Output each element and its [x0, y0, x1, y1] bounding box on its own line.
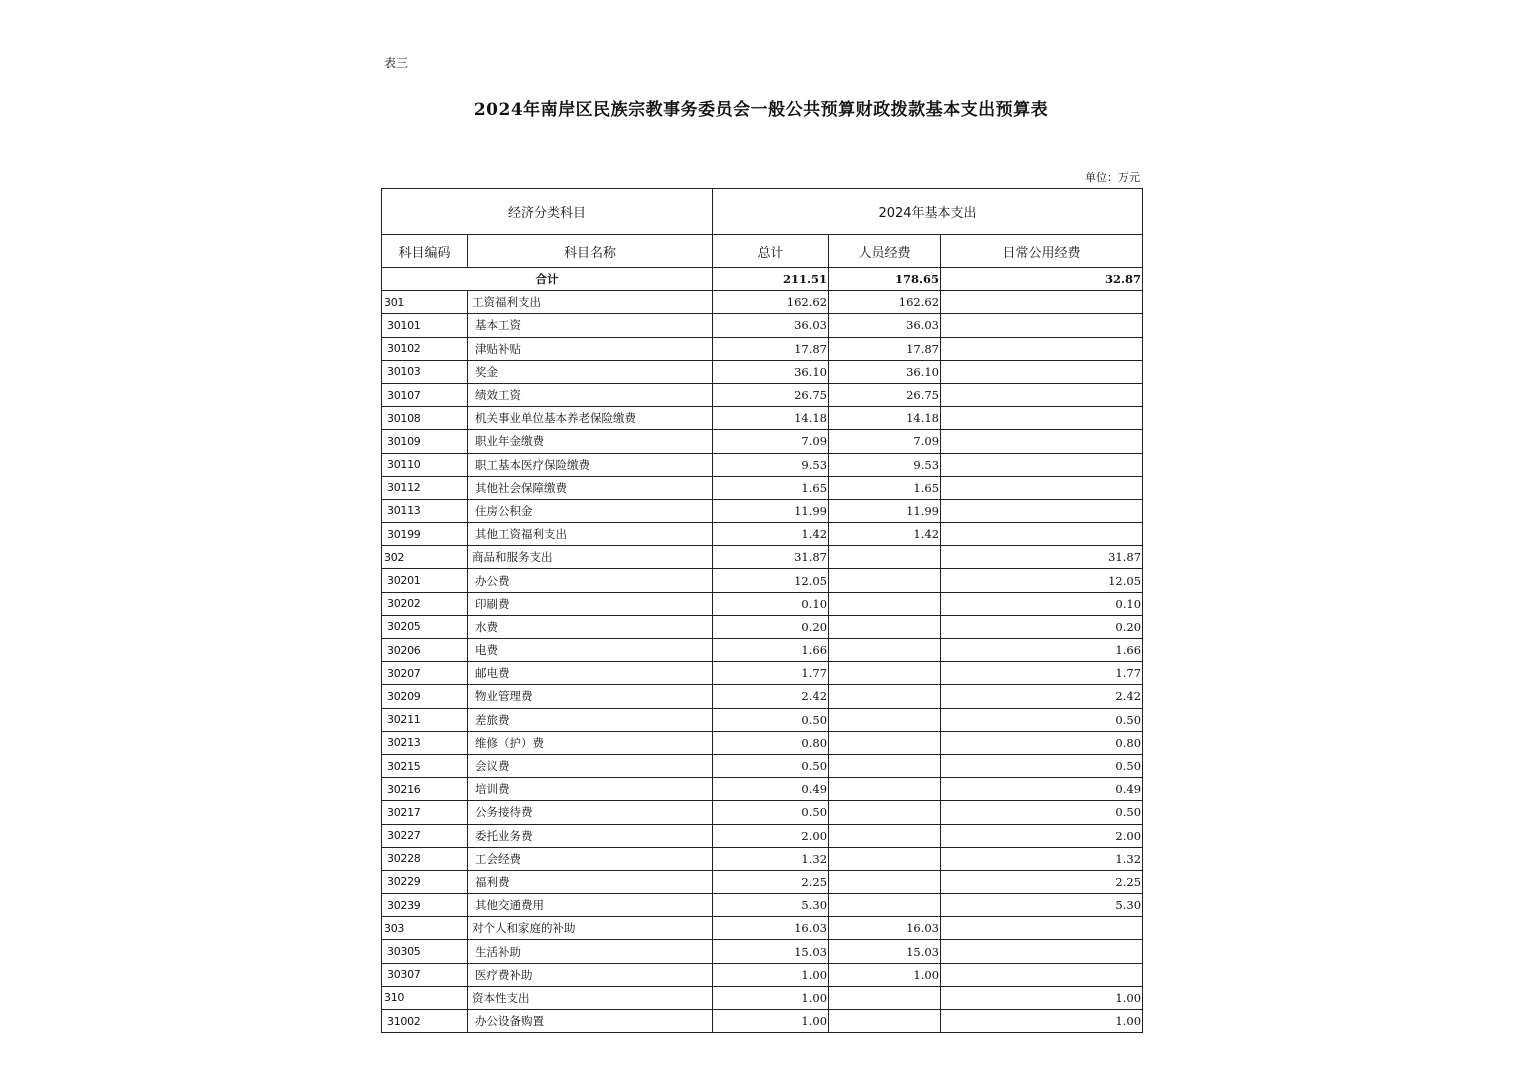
row-personnel: 1.42 [829, 523, 941, 546]
row-personnel [829, 685, 941, 708]
row-personnel [829, 754, 941, 777]
row-public: 2.00 [941, 824, 1143, 847]
row-code: 302 [382, 546, 468, 569]
row-code: 30108 [382, 407, 468, 430]
row-name: 奖金 [468, 360, 713, 383]
row-name: 住房公积金 [468, 499, 713, 522]
total-public: 32.87 [941, 268, 1143, 291]
row-personnel: 26.75 [829, 383, 941, 406]
row-personnel: 36.03 [829, 314, 941, 337]
row-total: 31.87 [713, 546, 829, 569]
row-code: 30103 [382, 360, 468, 383]
row-code: 30239 [382, 894, 468, 917]
row-code: 30110 [382, 453, 468, 476]
row-name: 电费 [468, 639, 713, 662]
table-row [382, 569, 1143, 592]
row-total: 36.10 [713, 360, 829, 383]
row-public: 1.77 [941, 662, 1143, 685]
header-public: 日常公用经费 [941, 235, 1143, 268]
row-code: 30305 [382, 940, 468, 963]
table-row [382, 708, 1143, 731]
table-row [382, 546, 1143, 569]
row-public: 2.25 [941, 870, 1143, 893]
table-row [382, 778, 1143, 801]
row-name: 生活补助 [468, 940, 713, 963]
row-total: 0.10 [713, 592, 829, 615]
row-code: 30213 [382, 731, 468, 754]
row-total: 162.62 [713, 291, 829, 314]
row-name: 物业管理费 [468, 685, 713, 708]
table-row [382, 476, 1143, 499]
row-personnel [829, 847, 941, 870]
table-row [382, 407, 1143, 430]
row-public: 1.66 [941, 639, 1143, 662]
total-row [382, 268, 1143, 291]
row-public: 5.30 [941, 894, 1143, 917]
row-code: 30202 [382, 592, 468, 615]
row-public: 0.50 [941, 801, 1143, 824]
row-code: 30307 [382, 963, 468, 986]
row-code: 31002 [382, 1010, 468, 1033]
row-name: 其他交通费用 [468, 894, 713, 917]
row-name: 基本工资 [468, 314, 713, 337]
row-public [941, 453, 1143, 476]
row-name: 福利费 [468, 870, 713, 893]
row-personnel [829, 778, 941, 801]
header-name: 科目名称 [468, 235, 713, 268]
row-personnel [829, 592, 941, 615]
row-total: 12.05 [713, 569, 829, 592]
row-code: 30229 [382, 870, 468, 893]
row-code: 30217 [382, 801, 468, 824]
row-public [941, 407, 1143, 430]
row-name: 培训费 [468, 778, 713, 801]
row-public: 1.00 [941, 986, 1143, 1009]
row-total: 1.00 [713, 963, 829, 986]
table-row [382, 894, 1143, 917]
table-row [382, 940, 1143, 963]
row-public [941, 337, 1143, 360]
row-code: 30209 [382, 685, 468, 708]
row-name: 其他工资福利支出 [468, 523, 713, 546]
table-row [382, 986, 1143, 1009]
row-total: 1.32 [713, 847, 829, 870]
row-personnel [829, 801, 941, 824]
table-row [382, 662, 1143, 685]
row-personnel [829, 708, 941, 731]
row-total: 1.00 [713, 986, 829, 1009]
row-personnel: 16.03 [829, 917, 941, 940]
row-personnel [829, 546, 941, 569]
row-total: 0.20 [713, 615, 829, 638]
row-code: 30206 [382, 639, 468, 662]
row-public: 2.42 [941, 685, 1143, 708]
row-personnel: 1.65 [829, 476, 941, 499]
row-name: 会议费 [468, 754, 713, 777]
row-public [941, 917, 1143, 940]
row-personnel: 11.99 [829, 499, 941, 522]
row-public: 0.20 [941, 615, 1143, 638]
row-name: 对个人和家庭的补助 [468, 917, 713, 940]
table-row [382, 291, 1143, 314]
row-public: 1.32 [941, 847, 1143, 870]
table-row [382, 1010, 1143, 1033]
row-public [941, 476, 1143, 499]
total-label: 合计 [382, 268, 713, 291]
row-name: 水费 [468, 615, 713, 638]
row-personnel: 1.00 [829, 963, 941, 986]
row-public [941, 360, 1143, 383]
table-row [382, 430, 1143, 453]
row-name: 印刷费 [468, 592, 713, 615]
table-row [382, 314, 1143, 337]
row-code: 30112 [382, 476, 468, 499]
row-public [941, 523, 1143, 546]
row-personnel [829, 870, 941, 893]
row-total: 1.65 [713, 476, 829, 499]
row-code: 30216 [382, 778, 468, 801]
row-code: 30199 [382, 523, 468, 546]
row-public [941, 430, 1143, 453]
row-total: 1.42 [713, 523, 829, 546]
unit-label: 单位：万元 [1085, 171, 1140, 184]
row-total: 0.50 [713, 708, 829, 731]
row-name: 办公设备购置 [468, 1010, 713, 1033]
row-name: 职业年金缴费 [468, 430, 713, 453]
row-total: 14.18 [713, 407, 829, 430]
header-basic-expenditure: 2024年基本支出 [713, 189, 1143, 235]
row-public [941, 940, 1143, 963]
page-title: 2024年南岸区民族宗教事务委员会一般公共预算财政拨款基本支出预算表 [473, 100, 1049, 120]
total-personnel: 178.65 [829, 268, 941, 291]
row-name: 医疗费补助 [468, 963, 713, 986]
row-personnel: 17.87 [829, 337, 941, 360]
row-public: 0.80 [941, 731, 1143, 754]
row-public: 12.05 [941, 569, 1143, 592]
row-code: 30113 [382, 499, 468, 522]
row-personnel [829, 986, 941, 1009]
budget-table [381, 188, 1143, 1033]
row-name: 公务接待费 [468, 801, 713, 824]
row-total: 7.09 [713, 430, 829, 453]
row-name: 维修（护）费 [468, 731, 713, 754]
table-row [382, 499, 1143, 522]
row-public: 1.00 [941, 1010, 1143, 1033]
header-economic-classification: 经济分类科目 [382, 189, 713, 235]
row-code: 30215 [382, 754, 468, 777]
row-code: 30228 [382, 847, 468, 870]
total-total: 211.51 [713, 268, 829, 291]
row-total: 5.30 [713, 894, 829, 917]
row-total: 0.49 [713, 778, 829, 801]
header-personnel: 人员经费 [829, 235, 941, 268]
header-code: 科目编码 [382, 235, 468, 268]
row-total: 1.66 [713, 639, 829, 662]
table-row [382, 870, 1143, 893]
row-code: 30101 [382, 314, 468, 337]
table-row [382, 360, 1143, 383]
row-name: 职工基本医疗保险缴费 [468, 453, 713, 476]
table-row [382, 523, 1143, 546]
row-public: 0.50 [941, 754, 1143, 777]
row-code: 30102 [382, 337, 468, 360]
row-public [941, 383, 1143, 406]
row-code: 30205 [382, 615, 468, 638]
table-row [382, 731, 1143, 754]
row-total: 36.03 [713, 314, 829, 337]
row-code: 30207 [382, 662, 468, 685]
row-personnel [829, 639, 941, 662]
table-row [382, 383, 1143, 406]
table-row [382, 824, 1143, 847]
row-total: 9.53 [713, 453, 829, 476]
row-total: 2.42 [713, 685, 829, 708]
row-personnel: 36.10 [829, 360, 941, 383]
header-total: 总计 [713, 235, 829, 268]
row-total: 26.75 [713, 383, 829, 406]
row-total: 2.25 [713, 870, 829, 893]
row-code: 310 [382, 986, 468, 1009]
row-total: 2.00 [713, 824, 829, 847]
row-code: 30211 [382, 708, 468, 731]
row-total: 1.00 [713, 1010, 829, 1033]
row-personnel [829, 731, 941, 754]
row-public: 0.49 [941, 778, 1143, 801]
table-row [382, 639, 1143, 662]
table-row [382, 847, 1143, 870]
row-code: 301 [382, 291, 468, 314]
row-personnel [829, 615, 941, 638]
table-row [382, 963, 1143, 986]
row-name: 机关事业单位基本养老保险缴费 [468, 407, 713, 430]
row-code: 303 [382, 917, 468, 940]
table-row [382, 592, 1143, 615]
row-total: 0.50 [713, 801, 829, 824]
row-name: 工会经费 [468, 847, 713, 870]
row-public [941, 291, 1143, 314]
row-personnel [829, 569, 941, 592]
row-name: 办公费 [468, 569, 713, 592]
row-personnel [829, 662, 941, 685]
row-public [941, 499, 1143, 522]
row-personnel: 14.18 [829, 407, 941, 430]
row-code: 30107 [382, 383, 468, 406]
row-name: 邮电费 [468, 662, 713, 685]
row-public [941, 314, 1143, 337]
row-total: 1.77 [713, 662, 829, 685]
row-total: 16.03 [713, 917, 829, 940]
row-personnel [829, 894, 941, 917]
row-name: 资本性支出 [468, 986, 713, 1009]
table-row [382, 754, 1143, 777]
row-personnel: 7.09 [829, 430, 941, 453]
row-total: 0.50 [713, 754, 829, 777]
row-total: 11.99 [713, 499, 829, 522]
row-personnel: 15.03 [829, 940, 941, 963]
row-code: 30227 [382, 824, 468, 847]
row-personnel: 9.53 [829, 453, 941, 476]
row-name: 津贴补贴 [468, 337, 713, 360]
row-total: 0.80 [713, 731, 829, 754]
row-name: 工资福利支出 [468, 291, 713, 314]
row-name: 委托业务费 [468, 824, 713, 847]
row-public [941, 963, 1143, 986]
row-personnel: 162.62 [829, 291, 941, 314]
table-row [382, 337, 1143, 360]
table-row [382, 615, 1143, 638]
row-public: 0.10 [941, 592, 1143, 615]
table-row [382, 917, 1143, 940]
table-row [382, 685, 1143, 708]
table-row [382, 801, 1143, 824]
row-code: 30109 [382, 430, 468, 453]
row-public: 0.50 [941, 708, 1143, 731]
row-public: 31.87 [941, 546, 1143, 569]
row-code: 30201 [382, 569, 468, 592]
row-personnel [829, 824, 941, 847]
row-personnel [829, 1010, 941, 1033]
table-row [382, 453, 1143, 476]
row-name: 绩效工资 [468, 383, 713, 406]
row-total: 15.03 [713, 940, 829, 963]
table-label: 表三 [384, 56, 409, 70]
row-total: 17.87 [713, 337, 829, 360]
row-name: 其他社会保障缴费 [468, 476, 713, 499]
row-name: 商品和服务支出 [468, 546, 713, 569]
row-name: 差旅费 [468, 708, 713, 731]
